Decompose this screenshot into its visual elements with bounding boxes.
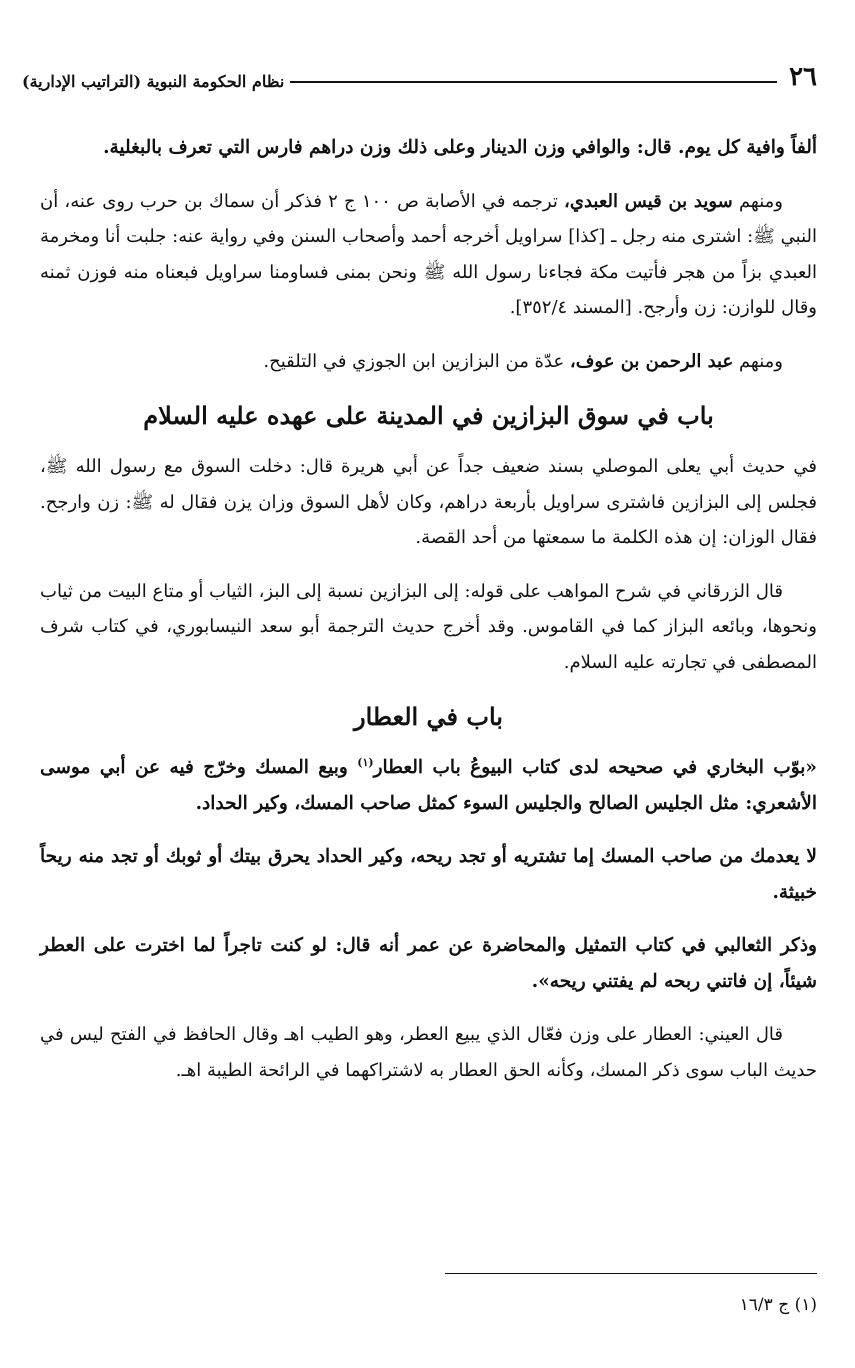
- footnote-rule: [445, 1273, 817, 1274]
- paragraph: في حديث أبي يعلى الموصلي بسند ضعيف جداً عن أبي هريرة قال: دخلت السوق مع رسول الله ﷺ، فجلس إلى البزازين فاشترى سراويل بأربعة دراهم، وكان لأهل السوق وزان يزن فقال له ﷺ: زن وارجح. فقال الوزان: إن هذه الكلمة ما سمعتها من أحد القصة.: [40, 456, 817, 548]
- footnote-marker: (١): [357, 755, 374, 769]
- section-heading: باب في سوق البزازين في المدينة على عهده عليه السلام: [143, 401, 714, 430]
- header-rule: [290, 81, 777, 83]
- paragraph-text: «بوّب البخاري في صحيحه لدى كتاب البيوعُ باب العطار: [373, 757, 817, 778]
- person-name: سويد بن قيس العبدي،: [564, 190, 733, 212]
- page-body: [40, 130, 817, 1106]
- paragraph-lead: ومنهم: [738, 190, 783, 212]
- section-heading: باب في العطار: [354, 702, 503, 731]
- paragraph: ألفاً وافية كل يوم. قال: والوافي وزن الدينار وعلى ذلك وزن دراهم فارس التي تعرف بالبغلية.: [103, 137, 817, 158]
- running-title: نظام الحكومة النبوية (التراتيب الإدارية): [22, 72, 285, 91]
- paragraph: [40, 184, 817, 326]
- person-name: عبد الرحمن بن عوف،: [569, 350, 734, 372]
- paragraph: لا يعدمك من صاحب المسك إما تشتريه أو تجد ريحه، وكير الحداد يحرق بيتك أو ثوبك أو تجد منه ريحاً خبيثة.: [40, 846, 817, 903]
- page-number: ٢٦: [789, 62, 817, 92]
- paragraph-lead: ومنهم: [738, 350, 783, 372]
- paragraph: قال الزرقاني في شرح المواهب على قوله: إلى البزازين نسبة إلى البز، الثياب أو متاع البيت من ثياب ونحوها، وبائعه البزاز كما في القاموس. وقد أخرج حديث الترجمة أبو سعد النيسابوري، في كتاب شرف المصطفى في تجارته عليه السلام.: [40, 580, 817, 673]
- paragraph-text: عدّة من البزازين ابن الجوزي في التلقيح.: [263, 350, 565, 372]
- paragraph: [40, 750, 817, 821]
- paragraph-text: ترجمه في الأصابة ص ١٠٠ ج ٢ فذكر أن سماك بن حرب روى عنه، أن النبي ﷺ: اشترى منه رجل ـ [كذا] سراويل أخرجه أحمد وأصحاب السنن وفي رواية عنه: جلبت أنا ومخرمة العبدي بزاً من هجر فأتيت مكة فجاءنا رسول الله ﷺ ونحن بمنى فساومنا سراويل فبعناه منه فوزن ثمنه وقال للوازن: زن وأرجح. [المسند ٣٥٢/٤].: [40, 190, 817, 318]
- footnote: (١) ج ١٦/٣: [739, 1295, 817, 1315]
- paragraph: قال العيني: العطار على وزن فعّال الذي يبيع العطر، وهو الطيب اهـ وقال الحافظ في الفتح ليس في حديث الباب سوى ذكر المسك، وكأنه الحق العطار به لاشتراكهما في الرائحة الطيبة اهـ.: [40, 1024, 817, 1081]
- paragraph: وذكر الثعالبي في كتاب التمثيل والمحاضرة عن عمر أنه قال: لو كنت تاجراً لما اخترت على العطر شيئاً، إن فاتني ربحه لم يفتني ريحه».: [40, 935, 817, 992]
- running-header: [22, 58, 817, 90]
- paragraph: [40, 344, 817, 380]
- paragraph-text: وبيع المسك وخرّج فيه عن أبي موسى الأشعري: مثل الجليس الصالح والجليس السوء كمثل صاحب المسك، وكير الحداد.: [40, 757, 817, 814]
